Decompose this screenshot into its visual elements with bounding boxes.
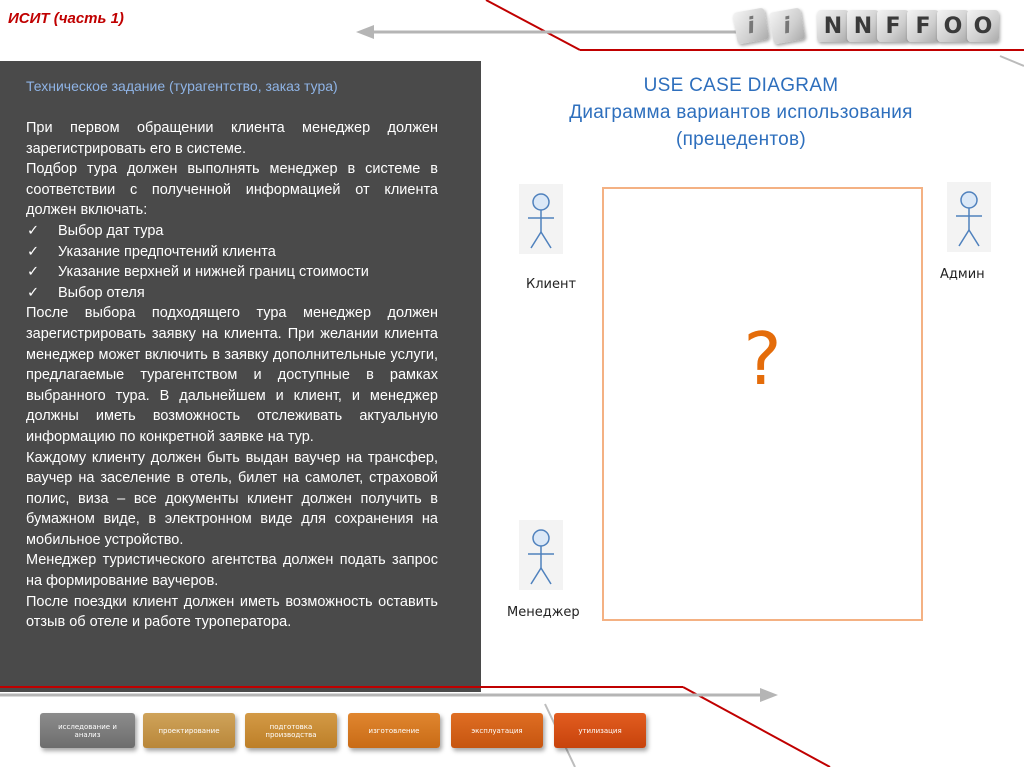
check-icon: ✓ — [27, 264, 40, 281]
lifecycle-stage-preparation — [245, 713, 337, 748]
task-paragraph: Подбор тура должен выполнять менеджер в системе в соответствии с полученной информацией от клиента должен включать: — [26, 161, 438, 219]
logo-cube: N — [847, 10, 879, 42]
diagram-title-line: (прецедентов) — [675, 129, 807, 150]
checklist-item-label: Указание предпочтений клиента — [58, 243, 276, 260]
admin-actor-icon — [944, 180, 994, 254]
diagram-title-line: USE CASE DIAGRAM — [643, 75, 839, 96]
check-icon: ✓ — [27, 243, 40, 260]
client-actor-icon — [516, 182, 566, 256]
stage-label: эксплуатация — [471, 726, 523, 735]
checklist-item — [26, 262, 438, 283]
client-actor-label: Клиент — [526, 277, 577, 292]
logo-cube: i — [768, 7, 805, 44]
task-checklist — [26, 221, 438, 303]
diagram-title — [531, 72, 951, 153]
manager-actor-label: Менеджер — [507, 605, 580, 620]
lifecycle-stage-disposal — [554, 713, 646, 748]
check-icon: ✓ — [27, 284, 40, 301]
task-paragraph: После выбора подходящего тура менеджер должен зарегистрировать заявку на клиента. При желании клиента менеджер может включить в заявку дополнительные услуги, предлагаемые турагентством и доступные в рамках выбранного тура. В дальнейшем и клиент, и менеджер должны иметь возможность отслеживать актуальную информацию по конкретной заявке на тур. — [26, 305, 438, 445]
stage-label: утилизация — [578, 726, 622, 735]
stage-label: исследование и — [58, 722, 117, 731]
admin-actor-label: Админ — [940, 267, 985, 282]
checklist-item — [26, 221, 438, 242]
task-paragraph: При первом обращении клиента менеджер должен зарегистрировать его в системе. — [26, 120, 438, 157]
header-gray-line-2 — [1000, 56, 1024, 66]
diagram-title-line: Диаграмма вариантов использования — [569, 102, 913, 123]
header-arrow-head — [356, 25, 374, 39]
manager-actor-icon — [516, 518, 566, 592]
footer-arrow-head — [760, 688, 778, 702]
checklist-item — [26, 283, 438, 304]
logo-cube: F — [907, 10, 939, 42]
lifecycle-stage-manufacturing — [348, 713, 440, 748]
stage-label: подготовка — [269, 722, 313, 731]
logo-cube: F — [877, 10, 909, 42]
stage-label: изготовление — [368, 726, 420, 735]
checklist-item — [26, 242, 438, 263]
checklist-item-label: Указание верхней и нижней границ стоимости — [58, 264, 369, 281]
lifecycle-stage-design — [143, 713, 235, 748]
stage-label: анализ — [74, 730, 101, 739]
system-boundary — [602, 187, 923, 621]
check-icon: ✓ — [27, 222, 40, 239]
task-paragraph: Каждому клиенту должен быть выдан ваучер на трансфер, ваучер на заселение в отель, билет на самолет, страховой полис, виза – все документы клиент должен получить в бумажном виде, в электронном виде для сохранения на мобильное устройство. — [26, 449, 438, 548]
footer-red-diagonal — [683, 687, 830, 767]
checklist-item-label: Выбор отеля — [58, 284, 145, 301]
stage-label: проектирование — [158, 726, 220, 735]
logo-cube: O — [937, 10, 969, 42]
question-mark: ? — [743, 317, 782, 401]
logo — [735, 4, 1005, 48]
logo-cube: O — [967, 10, 999, 42]
logo-cube: i — [732, 7, 769, 44]
header-red-line — [486, 0, 580, 50]
lifecycle-stage-research — [40, 713, 135, 748]
slide-title: ИСИТ (часть 1) — [8, 10, 124, 27]
stage-label: производства — [265, 730, 317, 739]
checklist-item-label: Выбор дат тура — [58, 222, 164, 239]
lifecycle-stage-operation — [451, 713, 543, 748]
task-body — [26, 118, 438, 633]
task-paragraph: Менеджер туристического агентства должен подать запрос на формирование ваучеров. — [26, 552, 438, 590]
task-paragraph: После поездки клиент должен иметь возможность оставить отзыв об отеле и работе туроператора. — [26, 593, 438, 631]
task-heading: Техническое задание (турагентство, заказ тура) — [26, 78, 338, 94]
logo-cube: N — [817, 10, 849, 42]
